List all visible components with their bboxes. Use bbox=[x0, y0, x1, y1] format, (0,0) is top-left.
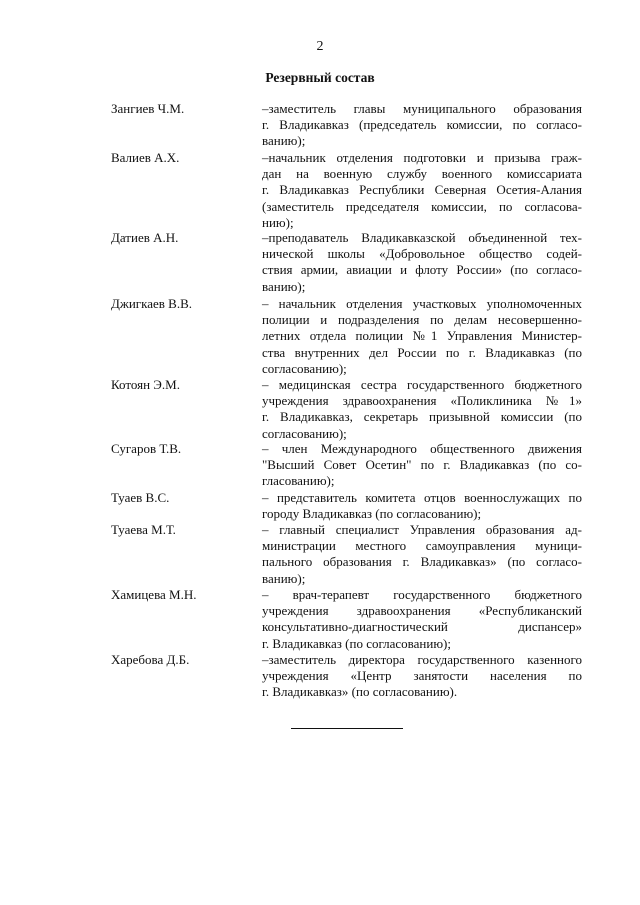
member-role bbox=[262, 490, 582, 522]
member-role-line: –преподаватель Владикавказской объединенной тех- bbox=[262, 230, 582, 245]
member-role-line: г. Владикавказ» (по согласованию). bbox=[262, 684, 458, 700]
member-role-line: ванию); bbox=[262, 570, 306, 586]
member-role-line: летних отдела полиции №1 Управления Министер- bbox=[262, 328, 582, 344]
member-role bbox=[262, 377, 582, 442]
member-role-line: учреждения здравоохранения «Поликлиника №1» bbox=[262, 393, 582, 409]
member-role bbox=[262, 587, 582, 652]
member-name: Валиев А.Х. bbox=[111, 150, 180, 165]
member-role-line: – представитель комитета отцов военнослужащих по bbox=[262, 490, 582, 505]
member-role-line: гласованию); bbox=[262, 473, 335, 489]
member-role bbox=[262, 296, 582, 377]
member-role bbox=[262, 441, 582, 490]
member-role-line: г. Владикавказ (председатель комиссии, по согласо- bbox=[262, 117, 582, 133]
member-role-line: – главный специалист Управления образования ад- bbox=[262, 522, 582, 537]
member-role-line: согласованию); bbox=[262, 360, 347, 376]
member-name: Хамицева М.Н. bbox=[111, 587, 197, 602]
member-role-line: –начальник отделения подготовки и призыва граж- bbox=[262, 150, 582, 165]
member-role-line: г. Владикавказ (по согласованию); bbox=[262, 635, 451, 651]
member-role bbox=[262, 230, 582, 295]
member-role-line: – член Международного общественного движения bbox=[262, 441, 582, 456]
member-role bbox=[262, 101, 582, 150]
section-heading: Резервный состав bbox=[265, 70, 375, 85]
member-role-line: –заместитель директора государственного казенного bbox=[262, 652, 582, 667]
member-name: Туаев В.С. bbox=[111, 490, 170, 505]
member-role-line: нической школы «Добровольное общество содей- bbox=[262, 246, 582, 262]
member-role-line: – медицинская сестра государственного бюджетного bbox=[262, 377, 582, 392]
member-name: Туаева М.Т. bbox=[111, 522, 176, 537]
closing-divider bbox=[291, 728, 403, 729]
member-name: Харебова Д.Б. bbox=[111, 652, 190, 667]
member-role-line: учреждения «Центр занятости населения по bbox=[262, 668, 582, 684]
member-name: Джигкаев В.В. bbox=[111, 296, 193, 311]
member-role bbox=[262, 150, 582, 231]
member-role-line: г. Владикавказ, секретарь призывной комиссии (по bbox=[262, 409, 582, 425]
member-role-line: ванию); bbox=[262, 278, 306, 294]
member-role-line: – начальник отделения участковых уполномоченных bbox=[262, 296, 582, 311]
member-name: Котоян Э.М. bbox=[111, 377, 180, 392]
member-name: Датиев А.Н. bbox=[111, 230, 179, 245]
member-role-line: –заместитель главы муниципального образования bbox=[262, 101, 582, 116]
member-role bbox=[262, 522, 582, 587]
member-role-line: консультативно-диагностический диспансер» bbox=[262, 619, 582, 635]
member-role-line: полиции и подразделения по делам несовершенно- bbox=[262, 312, 582, 328]
member-role-line: городу Владикавказ (по согласованию); bbox=[262, 506, 482, 522]
member-role-line: учреждения здравоохранения «Республиканский bbox=[262, 603, 582, 619]
member-role-line: (заместитель председателя комиссии, по согласова- bbox=[262, 198, 582, 214]
member-role-line: нию); bbox=[262, 214, 294, 230]
member-role-line: дан на военную службу военного комиссариата bbox=[262, 166, 582, 182]
page-number: 2 bbox=[316, 39, 324, 54]
member-role-line: согласованию); bbox=[262, 425, 347, 441]
member-role-line: ванию); bbox=[262, 133, 306, 149]
member-role bbox=[262, 652, 582, 701]
member-role-line: "Высший Совет Осетин" по г. Владикавказ (по со- bbox=[262, 457, 582, 473]
member-role-line: – врач-терапевт государственного бюджетного bbox=[262, 587, 582, 602]
member-role-line: г. Владикавказ Республики Северная Осетия-Алания bbox=[262, 182, 582, 198]
member-role-line: пального образования г. Владикавказ» (по согласо- bbox=[262, 554, 582, 570]
member-name: Сугаров Т.В. bbox=[111, 441, 182, 456]
member-name: Зангиев Ч.М. bbox=[111, 101, 185, 116]
member-role-line: ства внутренних дел России по г. Владикавказ (по bbox=[262, 344, 582, 360]
member-role-line: ствия армии, авиации и флоту России» (по согласо- bbox=[262, 262, 582, 278]
member-role-line: министрации местного самоуправления муници- bbox=[262, 538, 582, 554]
